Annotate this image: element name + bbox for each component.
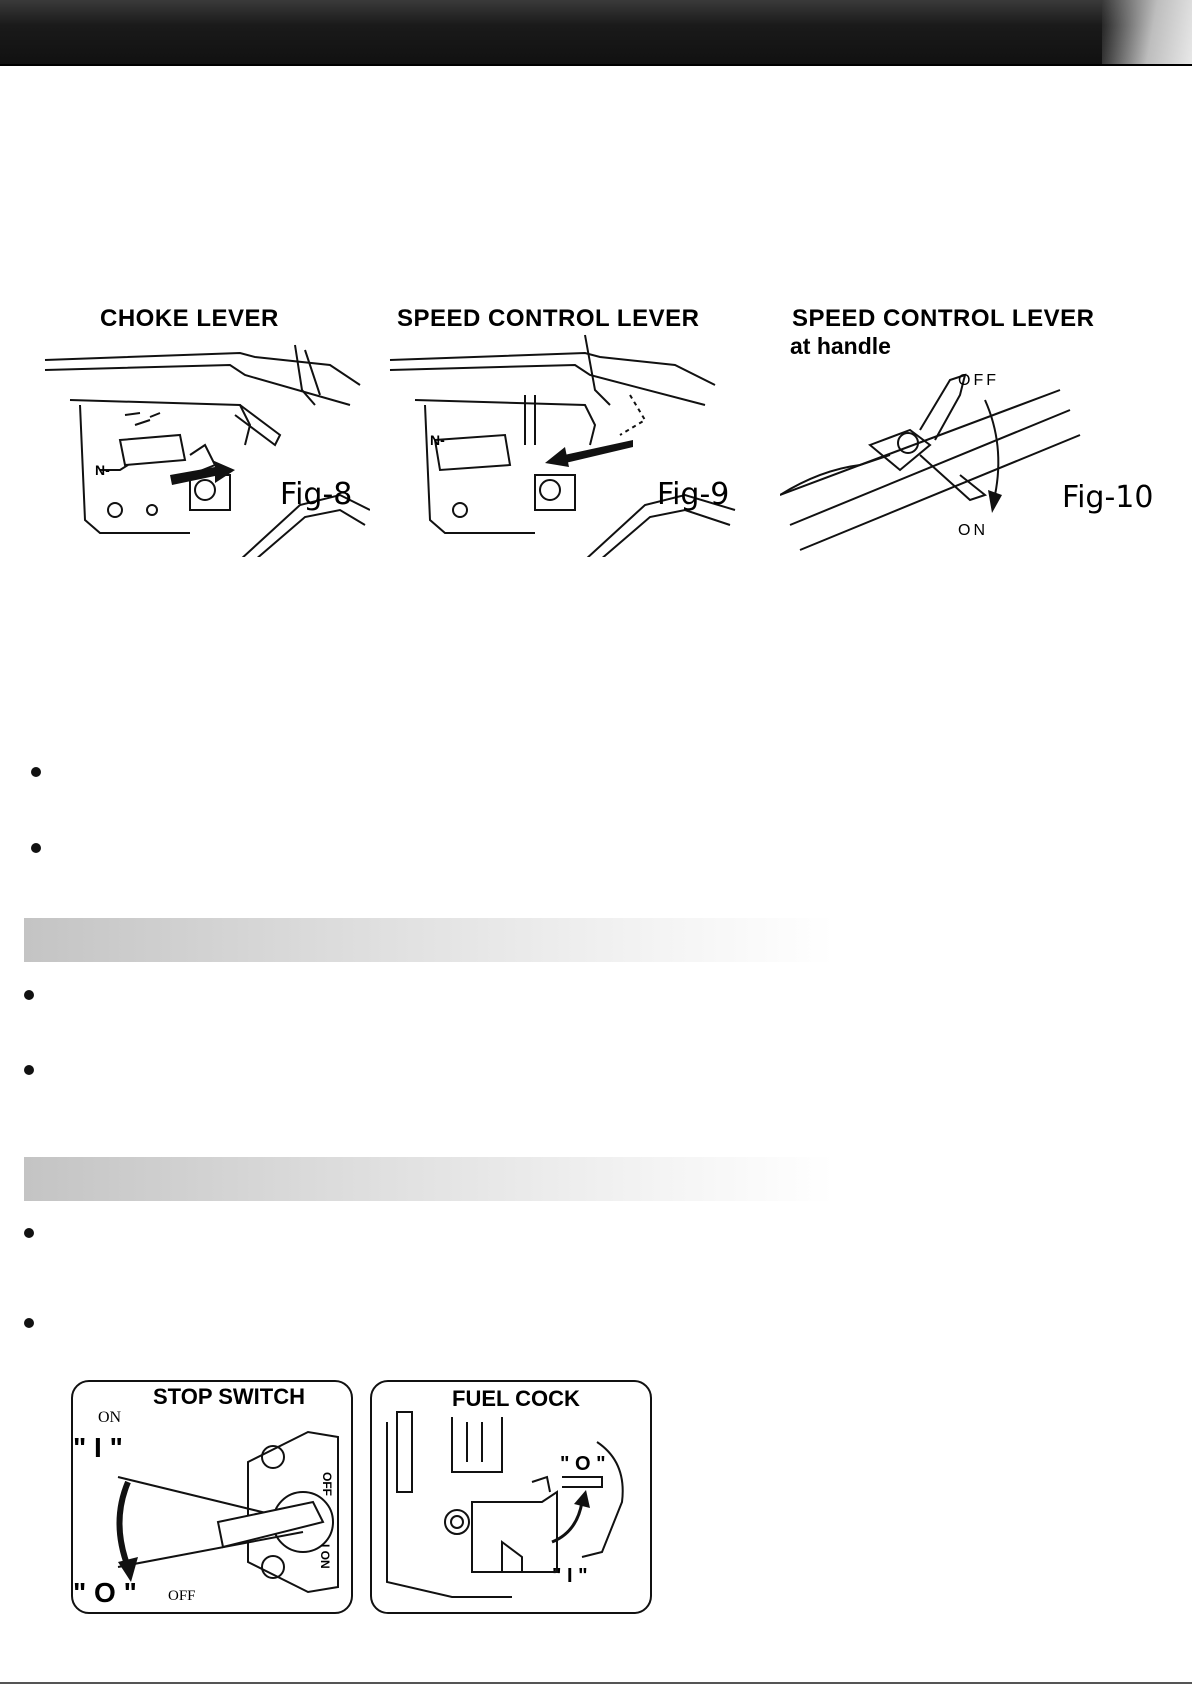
figure-speed-control-lever: [385, 295, 745, 557]
figure-number: Fig-10: [1062, 480, 1154, 515]
stop-switch-panel: [71, 1380, 353, 1614]
figure-title: SPEED CONTROL LEVER: [397, 305, 700, 332]
bullet-point: [24, 1228, 34, 1238]
handle-lever-illustration: [780, 295, 1180, 557]
stop-switch-title: STOP SWITCH: [153, 1384, 305, 1409]
header-bar-fade: [1102, 0, 1192, 64]
figure-speed-control-lever-handle: [780, 295, 1180, 557]
figure-subtitle: at handle: [790, 333, 891, 359]
off-symbol: " O ": [73, 1577, 137, 1608]
svg-text:N-: N-: [95, 462, 110, 478]
closed-symbol: " I ": [552, 1565, 588, 1587]
section-heading-band: [24, 1157, 834, 1201]
fuel-cock-title: FUEL COCK: [452, 1386, 580, 1411]
open-symbol: " O ": [560, 1453, 606, 1475]
figure-choke-lever: [40, 295, 370, 557]
bullet-point: [24, 990, 34, 1000]
plate-off-label: OFF: [320, 1472, 334, 1496]
figure-number: Fig-9: [657, 477, 730, 512]
plate-on-label: I ON: [318, 1544, 332, 1569]
section-heading-band: [24, 918, 834, 962]
fuel-cock-illustration: [372, 1382, 650, 1612]
stop-switch-illustration: [73, 1382, 351, 1612]
off-label: OFF: [168, 1588, 196, 1604]
svg-text:N-: N-: [430, 432, 445, 448]
footer-rule: [0, 1682, 1192, 1684]
bullet-point: [24, 1065, 34, 1075]
figure-title: CHOKE LEVER: [100, 305, 279, 332]
bullet-point: [24, 1318, 34, 1328]
fuel-cock-panel: [370, 1380, 652, 1614]
header-bar: [0, 0, 1192, 66]
off-label: OFF: [958, 372, 999, 389]
bullet-point: [31, 843, 41, 853]
figure-title: SPEED CONTROL LEVER: [792, 305, 1095, 332]
bullet-point: [31, 767, 41, 777]
on-label: ON: [958, 522, 988, 539]
speed-control-lever-illustration: [385, 295, 745, 557]
on-symbol: " I ": [73, 1432, 123, 1463]
figure-number: Fig-8: [280, 477, 353, 512]
choke-lever-illustration: [40, 295, 370, 557]
on-label: ON: [98, 1409, 122, 1426]
